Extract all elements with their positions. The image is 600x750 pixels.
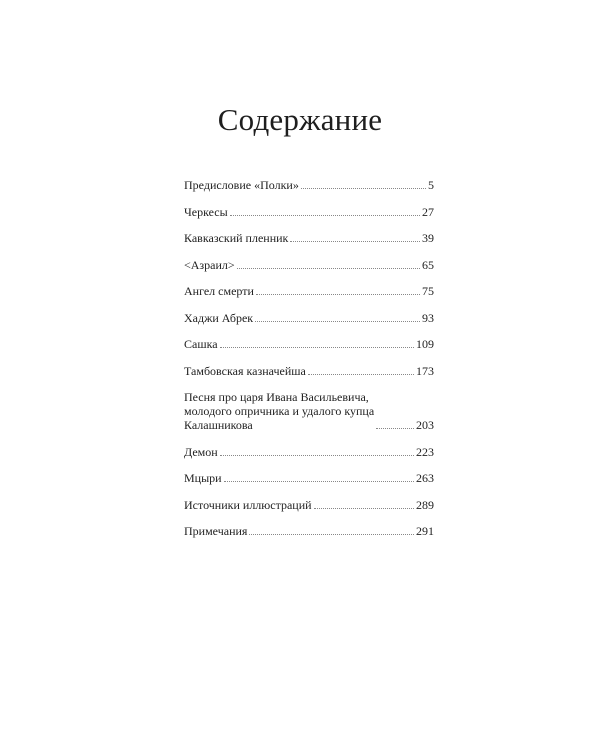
toc-leader-dots bbox=[314, 508, 414, 509]
page-title: Содержание bbox=[217, 102, 383, 137]
toc-entry-page: 27 bbox=[422, 204, 434, 219]
toc-entry-page: 289 bbox=[416, 497, 434, 512]
toc-entry-page: 223 bbox=[416, 444, 434, 459]
toc-entry-page: 109 bbox=[416, 337, 434, 351]
toc-entry[interactable] bbox=[184, 524, 434, 538]
toc-leader-dots bbox=[224, 481, 414, 482]
toc-entry[interactable] bbox=[184, 390, 434, 432]
toc-leader-dots bbox=[308, 374, 414, 375]
toc-entry[interactable] bbox=[184, 258, 434, 272]
toc-entry-title: Тамбовская казначейша bbox=[184, 363, 306, 378]
toc-entry[interactable] bbox=[184, 205, 434, 219]
toc-entry[interactable] bbox=[184, 471, 434, 485]
toc-entry-page: 203 bbox=[416, 418, 434, 432]
toc-leader-dots bbox=[249, 534, 414, 535]
toc-leader-dots bbox=[301, 188, 426, 189]
toc-entry-page: 39 bbox=[422, 231, 434, 245]
toc-leader-dots bbox=[256, 294, 420, 295]
toc-entry-page: 5 bbox=[428, 178, 434, 192]
toc-entry-page: 263 bbox=[416, 471, 434, 485]
toc-entry[interactable] bbox=[184, 498, 434, 512]
toc-leader-dots bbox=[237, 268, 420, 269]
toc-entry-title: Примечания bbox=[184, 524, 248, 538]
toc-entry-page: 93 bbox=[422, 310, 434, 325]
toc-entry-title: <Азраил> bbox=[184, 257, 235, 272]
toc-entry[interactable] bbox=[184, 337, 434, 351]
toc-entry-page: 173 bbox=[416, 363, 434, 378]
toc-entry[interactable] bbox=[184, 231, 434, 245]
toc-entry[interactable] bbox=[184, 445, 434, 459]
toc-entry-title: Источники иллюстраций bbox=[184, 497, 312, 512]
toc-leader-dots bbox=[376, 428, 414, 429]
toc-entry-title: Песня про царя Ивана Васильевича, молодого опричника и удалого купца Калашникова bbox=[184, 390, 375, 432]
toc-entry-title: Черкесы bbox=[184, 204, 228, 219]
toc-leader-dots bbox=[220, 347, 414, 348]
toc-entry-title: Сашка bbox=[184, 337, 218, 351]
toc-entry[interactable] bbox=[184, 284, 434, 298]
toc-entry[interactable] bbox=[184, 364, 434, 378]
toc-entry[interactable] bbox=[184, 311, 434, 325]
toc-entry[interactable] bbox=[184, 178, 434, 192]
toc-entry-title: Хаджи Абрек bbox=[184, 310, 254, 325]
toc-entry-title: Кавказский пленник bbox=[184, 231, 289, 245]
table-of-contents bbox=[184, 178, 434, 551]
toc-entry-title: Демон bbox=[184, 444, 218, 459]
toc-entry-title: Предисловие «Полки» bbox=[184, 178, 299, 192]
toc-leader-dots bbox=[230, 215, 420, 216]
toc-leader-dots bbox=[290, 241, 420, 242]
toc-entry-page: 291 bbox=[416, 524, 434, 538]
toc-entry-page: 65 bbox=[422, 257, 434, 272]
toc-entry-page: 75 bbox=[422, 284, 434, 298]
toc-entry-title: Мцыри bbox=[184, 471, 222, 485]
toc-leader-dots bbox=[220, 455, 414, 456]
toc-leader-dots bbox=[255, 321, 420, 322]
toc-entry-title: Ангел смерти bbox=[184, 284, 254, 298]
